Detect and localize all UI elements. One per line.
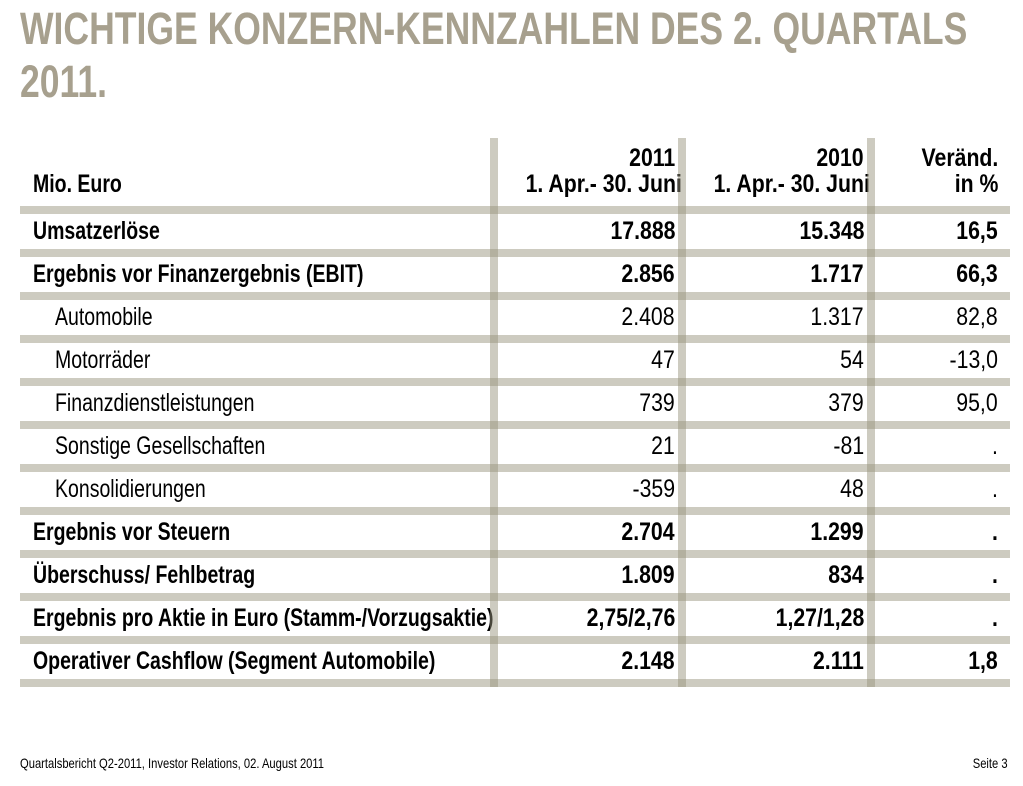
row-divider [20, 636, 1010, 644]
column-header-change-unit: in % [954, 170, 998, 198]
page-title-line-1: WICHTIGE KONZERN-KENNZAHLEN DES 2. QUARTALS [20, 3, 968, 54]
row-label: Ergebnis vor Finanzergebnis (EBIT) [33, 260, 364, 288]
value-2010: 54 [840, 346, 864, 374]
value-change: . [992, 432, 998, 460]
row-divider [20, 335, 1010, 343]
row-divider [20, 378, 1010, 386]
column-header-2010-year: 2010 [816, 144, 864, 172]
value-change: 1,8 [968, 647, 998, 675]
value-change: 66,3 [956, 260, 998, 288]
unit-label: Mio. Euro [33, 170, 122, 198]
value-2010: 1.717 [810, 260, 864, 288]
key-figures-table [20, 138, 1010, 687]
row-label: Ergebnis vor Steuern [33, 518, 231, 546]
value-2010: 1.317 [810, 303, 864, 331]
table-row-ueberschuss-fehlbetrag [20, 558, 1010, 593]
row-label: Automobile [55, 303, 153, 331]
value-2011: 2.408 [621, 303, 675, 331]
table-row-sonstige-gesellschaften [20, 429, 1010, 464]
value-2010: 379 [828, 389, 864, 417]
value-2011: 21 [651, 432, 675, 460]
row-label: Konsolidierungen [55, 475, 206, 503]
table-row-motorraeder [20, 343, 1010, 378]
header-divider [20, 206, 1010, 214]
table-row-konsolidierungen [20, 472, 1010, 507]
row-divider [20, 679, 1010, 687]
value-2011: 739 [639, 389, 675, 417]
page-title-line-2: 2011. [20, 56, 108, 107]
page-number: Seite 3 [973, 755, 1008, 771]
row-divider [20, 464, 1010, 472]
value-change: 95,0 [956, 389, 998, 417]
row-label: Ergebnis pro Aktie in Euro (Stamm-/Vorzugsaktie) [33, 604, 494, 632]
row-divider [20, 421, 1010, 429]
column-header-2011-year: 2011 [628, 144, 675, 172]
page-title [20, 2, 967, 108]
table-row-finanzdienstleistungen [20, 386, 1010, 421]
table-row-automobile [20, 300, 1010, 335]
value-2010: 48 [840, 475, 864, 503]
value-change: . [992, 518, 998, 546]
value-2011: 47 [651, 346, 675, 374]
value-2011: -359 [632, 475, 675, 503]
value-2010: 1,27/1,28 [775, 604, 864, 632]
row-label: Sonstige Gesellschaften [55, 432, 266, 460]
row-label: Motorräder [55, 346, 151, 374]
table-row-umsatzerloese [20, 214, 1010, 249]
value-change: . [992, 561, 998, 589]
row-label: Finanzdienstleistungen [55, 389, 255, 417]
value-2010: 1.299 [810, 518, 864, 546]
table-row-operativer-cashflow [20, 644, 1010, 679]
value-2011: 1.809 [621, 561, 675, 589]
value-2011: 2.704 [621, 518, 675, 546]
value-change: . [992, 475, 998, 503]
value-2011: 17.888 [610, 217, 675, 245]
table-header-row [20, 138, 1010, 206]
column-header-2011-period: 1. Apr.- 30. Juni [525, 170, 682, 198]
table-row-ebit [20, 257, 1010, 292]
value-2010: -81 [833, 432, 864, 460]
row-divider [20, 249, 1010, 257]
column-divider-2 [678, 138, 686, 687]
page-footer [20, 755, 1008, 771]
column-header-2010-period: 1. Apr.- 30. Juni [713, 170, 870, 198]
row-divider [20, 507, 1010, 515]
value-change: 16,5 [956, 217, 998, 245]
column-header-2011 [498, 145, 686, 206]
value-change: . [992, 604, 998, 632]
row-label: Überschuss/ Fehlbetrag [33, 561, 256, 589]
row-divider [20, 593, 1010, 601]
column-header-2010 [686, 145, 875, 206]
row-divider [20, 292, 1010, 300]
column-header-change [875, 145, 1010, 206]
value-2010: 834 [828, 561, 864, 589]
table-row-ergebnis-vor-steuern [20, 515, 1010, 550]
row-divider [20, 550, 1010, 558]
footer-source-text: Quartalsbericht Q2-2011, Investor Relations, 02. August 2011 [20, 755, 325, 771]
value-2010: 15.348 [799, 217, 864, 245]
column-header-change-label: Veränd. [921, 144, 998, 172]
value-change: 82,8 [956, 303, 998, 331]
value-2011: 2.148 [621, 647, 675, 675]
row-label: Umsatzerlöse [33, 217, 160, 245]
table-row-ergebnis-pro-aktie [20, 601, 1010, 636]
row-label: Operativer Cashflow (Segment Automobile) [33, 647, 436, 675]
column-divider-1 [490, 138, 498, 687]
value-2010: 2.111 [813, 647, 864, 675]
value-change: -13,0 [949, 346, 998, 374]
value-2011: 2,75/2,76 [586, 604, 675, 632]
column-divider-3 [867, 138, 875, 687]
value-2011: 2.856 [621, 260, 675, 288]
